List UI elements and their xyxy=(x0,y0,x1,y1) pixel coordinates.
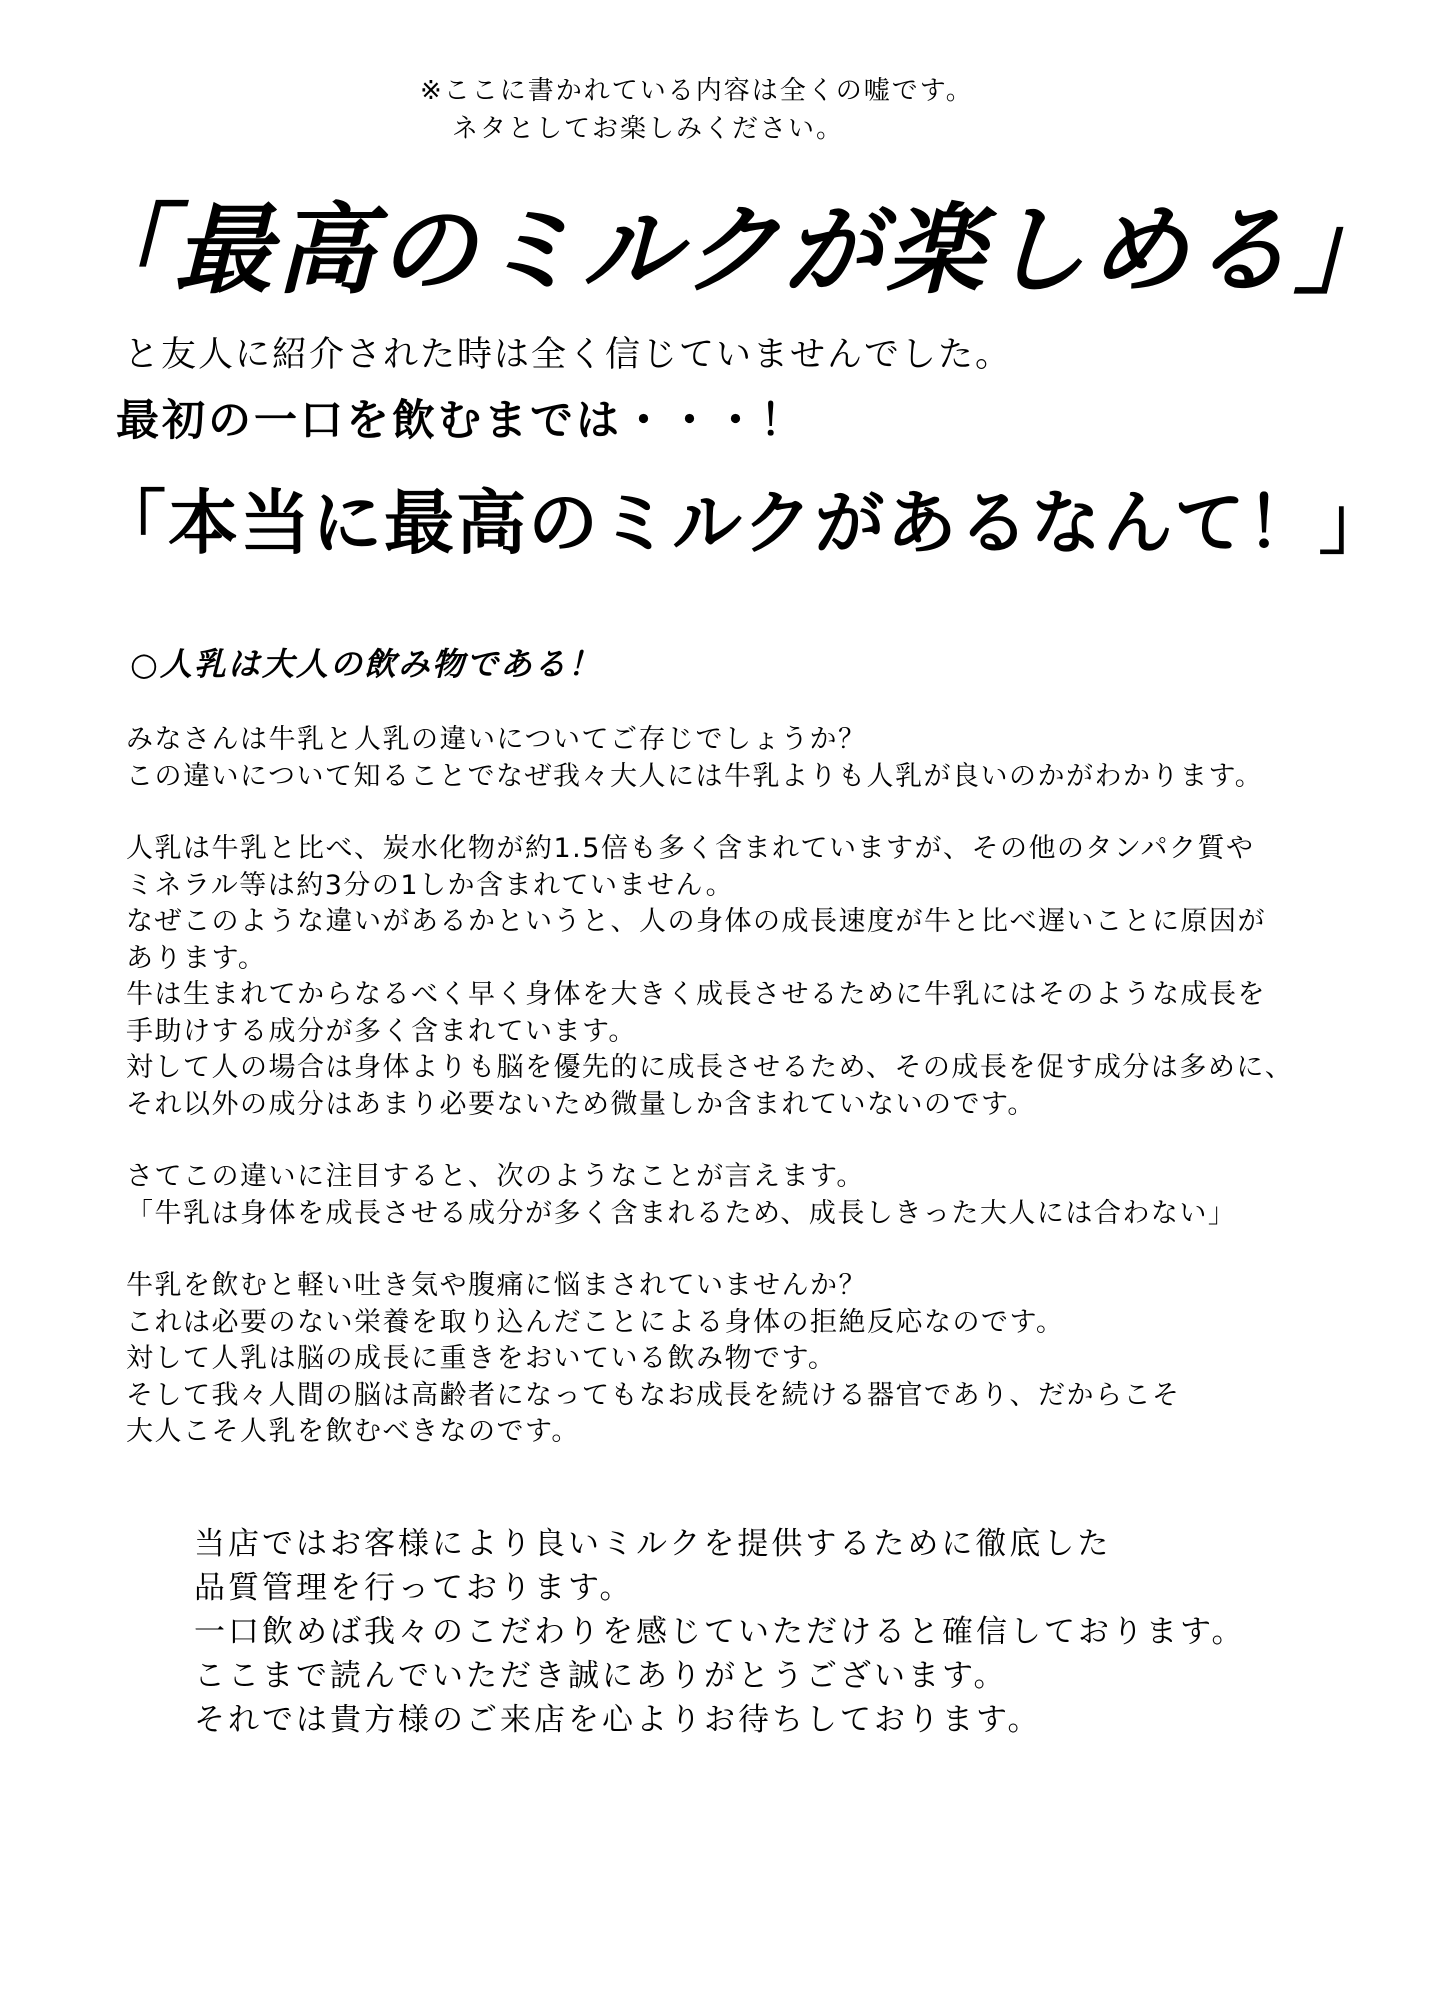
text-line: それ以外の成分はあまり必要ないため微量しか含まれていないのです。 xyxy=(126,1088,1036,1120)
text-line: ミネラル等は約3分の1しか含まれていません。 xyxy=(126,869,735,901)
text-line: 牛乳を飲むと軽い吐き気や腹痛に悩まされていませんか？ xyxy=(126,1270,867,1301)
text-line: あります。 xyxy=(126,942,267,974)
text-line: みなさんは牛乳と人乳の違いについてご存じでしょうか？ xyxy=(126,724,867,755)
text-line: そして我々人間の脳は高齢者になってもなお成長を続ける器官であり、だからこそ xyxy=(126,1379,1181,1411)
closing-line: 当店ではお客様により良いミルクを提供するために徹底した xyxy=(194,1526,1112,1562)
paragraph xyxy=(126,1268,1366,1451)
section-title: ○人乳は大人の飲み物である！ xyxy=(130,645,602,683)
text-line: 対して人乳は脳の成長に重きをおいている飲み物です。 xyxy=(126,1343,837,1374)
disclaimer-line-2: ネタとしてお楽しみください。 xyxy=(452,114,845,144)
main-headline: 「最高のミルクが楽しめる」 xyxy=(72,194,1397,308)
closing-line: 品質管理を行っております。 xyxy=(194,1570,634,1606)
text-line: 牛は生まれてからなるべく早く身体を大きく成長させるために牛乳にはそのような成長を xyxy=(126,979,1266,1010)
text-line: 手助けする成分が多く含まれています。 xyxy=(126,1015,637,1047)
text-line: 対して人の場合は身体よりも脳を優先的に成長させるため、その成長を促す成分は多めに、 xyxy=(126,1052,1294,1083)
text-line: 「牛乳は身体を成長させる成分が多く含まれるため、成長しきった大人には合わない」 xyxy=(126,1197,1237,1229)
text-line: これは必要のない栄養を取り込んだことによる身体の拒絶反応なのです。 xyxy=(126,1306,1065,1338)
paragraph xyxy=(126,1159,1366,1232)
closing-line: 一口飲めば我々のこだわりを感じていただけると確信しております。 xyxy=(194,1614,1246,1650)
disclaimer-line-1: ※ここに書かれている内容は全くの嘘です。 xyxy=(420,76,974,106)
paragraph xyxy=(126,722,1366,795)
text-line: この違いについて知ることでなぜ我々大人には牛乳よりも人乳が良いのかがわかります。 xyxy=(126,760,1264,792)
closing-line: ここまで読んでいただき誠にありがとうございます。 xyxy=(194,1658,1008,1694)
text-line: さてこの違いに注目すると、次のようなことが言えます。 xyxy=(126,1161,865,1192)
second-headline: 「本当に最高のミルクがあるなんて！」 xyxy=(96,482,1391,564)
text-line: 大人こそ人乳を飲むべきなのです。 xyxy=(126,1416,580,1447)
text-line: なぜこのような違いがあるかというと、人の身体の成長速度が牛と比べ遅いことに原因が xyxy=(126,906,1266,937)
emphasis-line: 最初の一口を飲むまでは・・・！ xyxy=(116,396,806,446)
text-line: 人乳は牛乳と比べ、炭水化物が約1.5倍も多く含まれていますが、その他のタンパク質や xyxy=(126,833,1255,864)
paragraph xyxy=(126,831,1366,1123)
closing-message xyxy=(194,1522,1354,1742)
headline-subline: と友人に紹介された時は全く信じていませんでした。 xyxy=(124,335,1013,375)
closing-line: それでは貴方様のご来店を心よりお待ちしております。 xyxy=(194,1702,1042,1738)
section-body xyxy=(126,722,1366,1487)
